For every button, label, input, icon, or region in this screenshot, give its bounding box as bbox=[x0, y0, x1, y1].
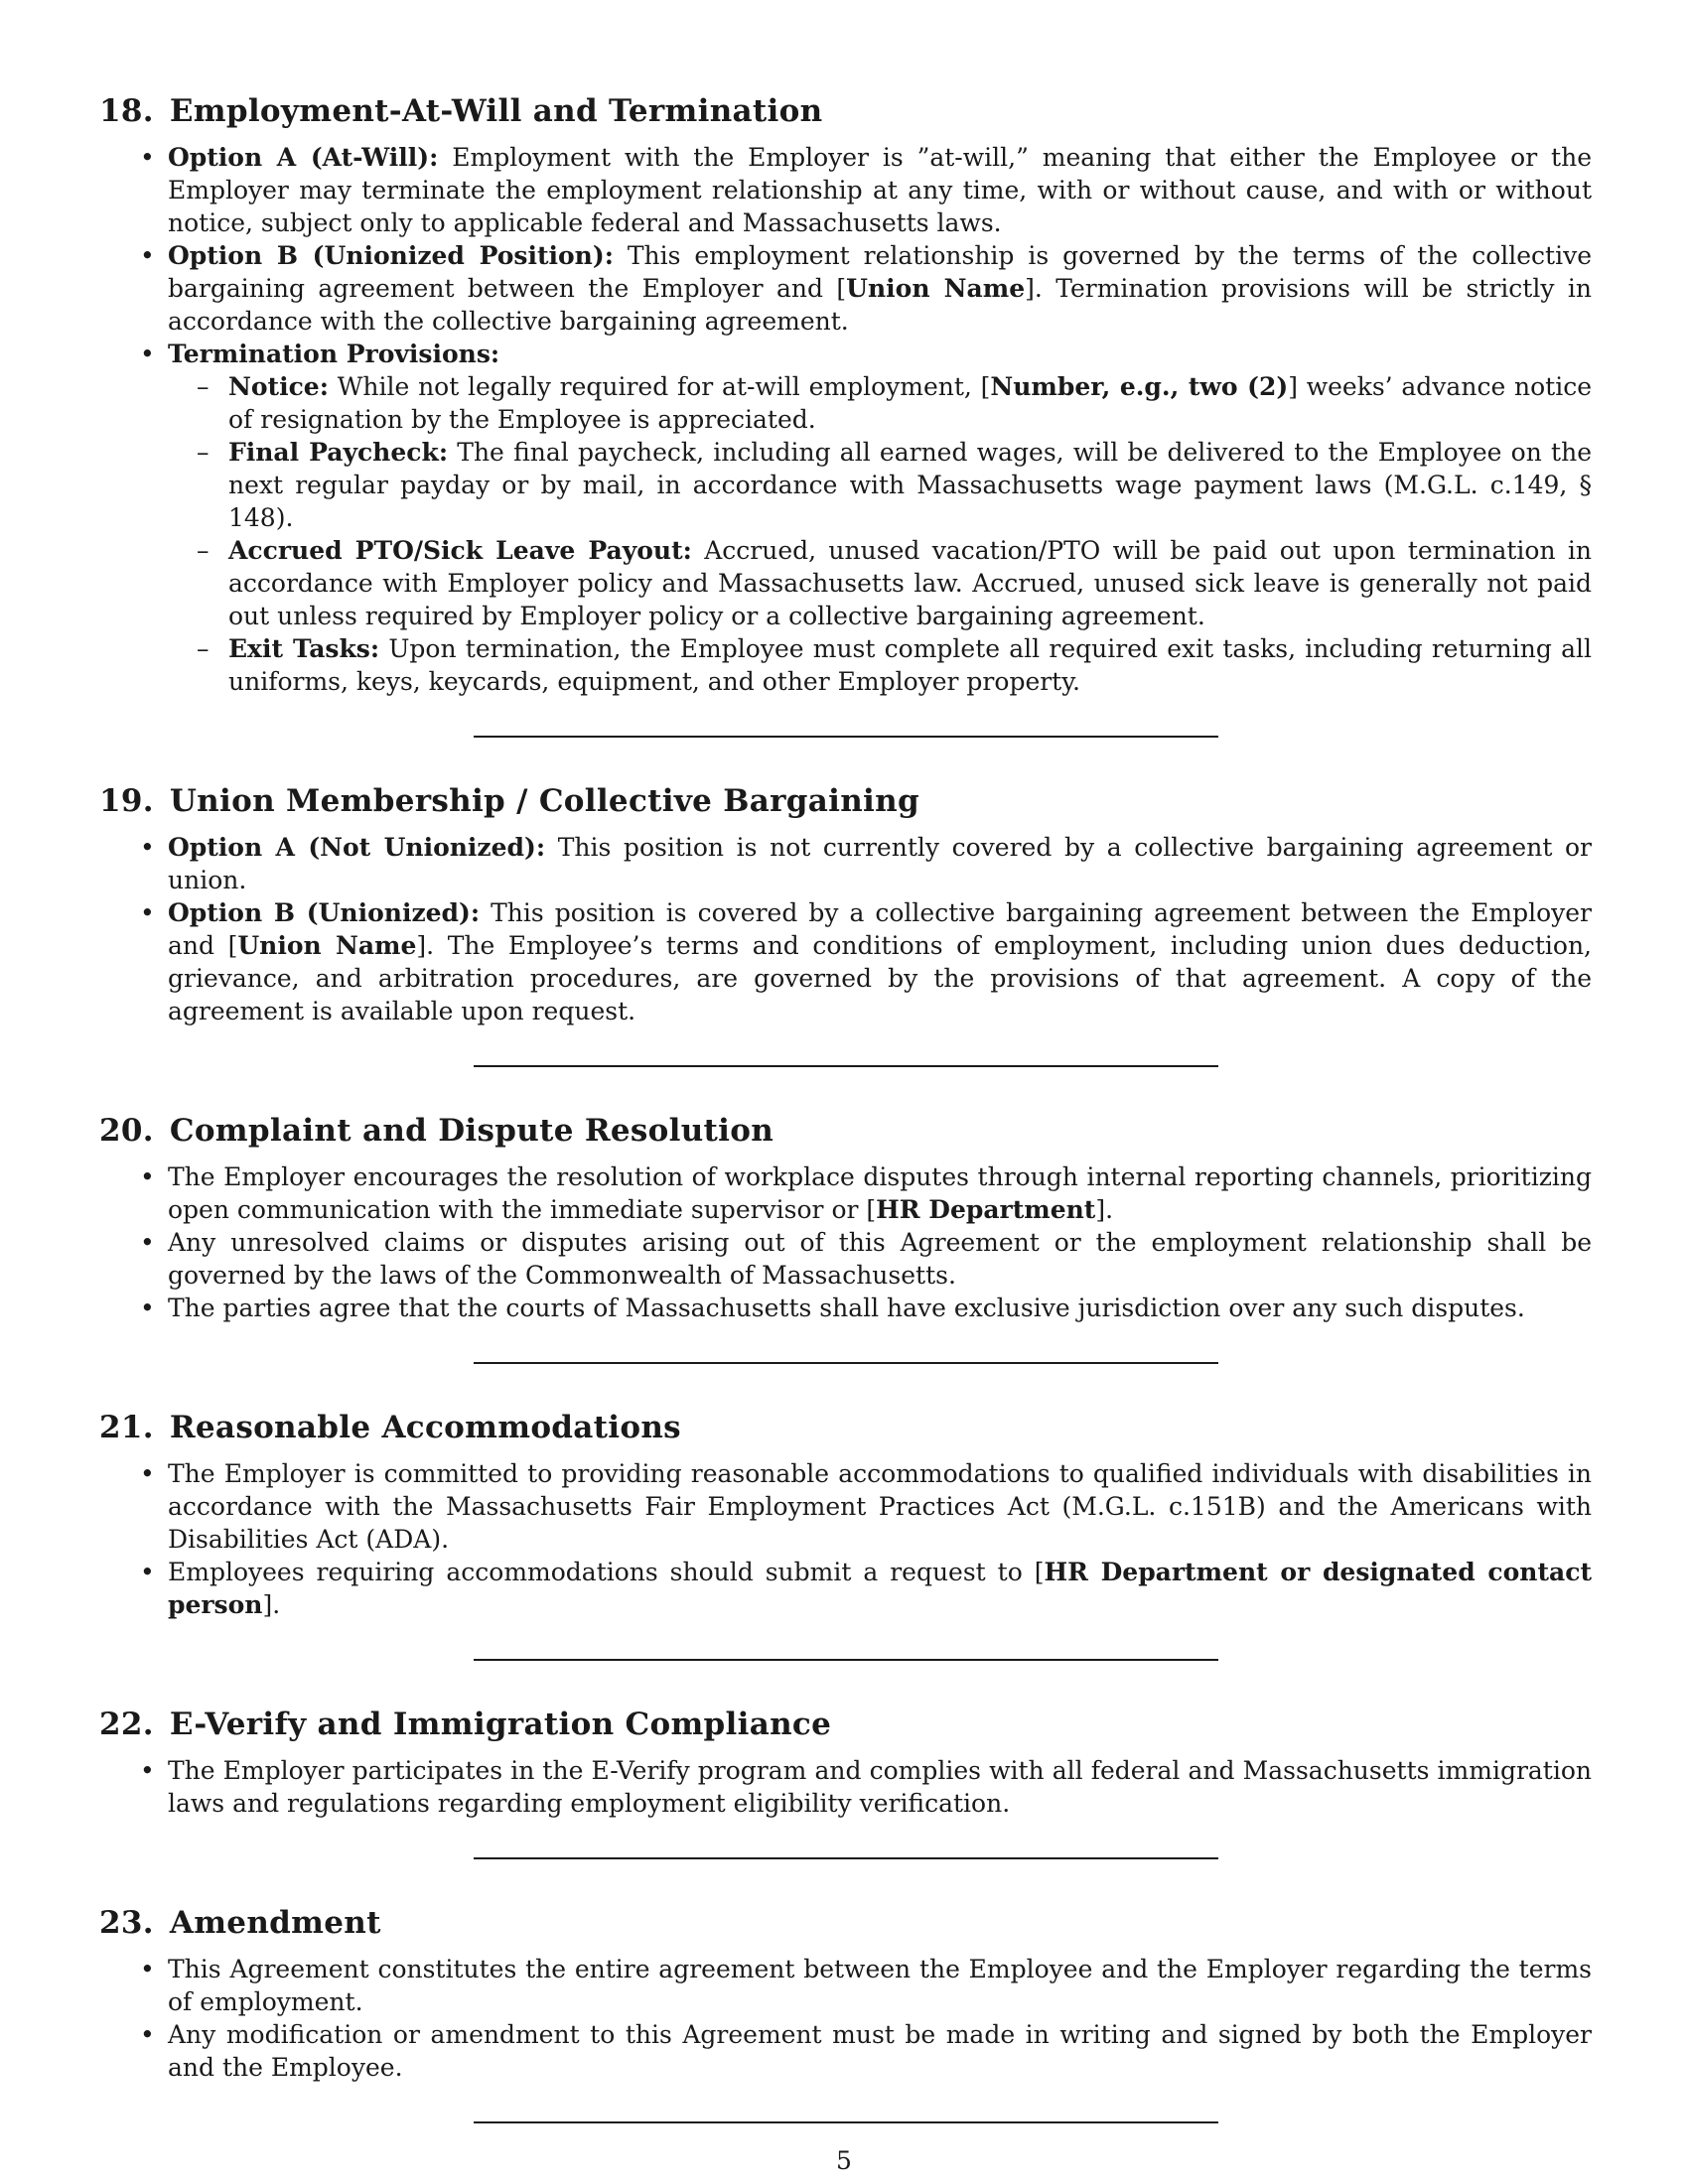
section-heading bbox=[99, 91, 1592, 131]
item-text: Upon termination, the Employee must complete all required exit tasks, including returning all uniforms, keys, keycards, equipment, and other Employer property. bbox=[228, 634, 1592, 696]
list-item bbox=[168, 1953, 1592, 2018]
section-18 bbox=[99, 91, 1592, 698]
item-text: Any unresolved claims or disputes arising out of this Agreement or the employment relationship shall be governed by the laws of the Commonwealth of Massachusetts. bbox=[168, 1228, 1592, 1290]
item-text: Employees requiring accommodations should submit a request to [ bbox=[168, 1558, 1045, 1586]
section-number: 19. bbox=[99, 783, 154, 819]
item-label: Notice: bbox=[228, 372, 329, 401]
section-23 bbox=[99, 1903, 1592, 2084]
item-text: The parties agree that the courts of Massachusetts shall have exclusive jurisdiction over any such disputes. bbox=[168, 1294, 1525, 1322]
section-number: 20. bbox=[99, 1113, 154, 1149]
section-title: Complaint and Dispute Resolution bbox=[169, 1113, 774, 1149]
list-item bbox=[168, 141, 1592, 239]
list-item bbox=[168, 896, 1592, 1027]
list-item bbox=[168, 1457, 1592, 1556]
section-20 bbox=[99, 1111, 1592, 1324]
section-21 bbox=[99, 1408, 1592, 1621]
item-text: This position is covered by a collective bargaining agreement between the Employer and [ bbox=[168, 898, 1593, 960]
item-label: Termination Provisions: bbox=[168, 340, 500, 368]
item-label: Option B (Unionized Position): bbox=[168, 241, 614, 270]
item-text: The Employer encourages the resolution of workplace disputes through internal reporting channels, prioritizing open communication with the immediate supervisor or [ bbox=[168, 1162, 1592, 1224]
item-text: The Employer is committed to providing reasonable accommodations to qualified individuals with disabilities in accordance with the Massachusetts Fair Employment Practices Act (M.G.L. c.151B) and the Americans with Disabilities Act (ADA). bbox=[168, 1459, 1592, 1554]
sub-list-item bbox=[228, 534, 1592, 632]
item-text: ]. bbox=[262, 1590, 281, 1619]
section-title: Amendment bbox=[169, 1905, 381, 1941]
placeholder-field: Union Name bbox=[846, 274, 1026, 303]
section-divider bbox=[474, 736, 1218, 738]
item-text: ]. bbox=[1095, 1195, 1114, 1224]
bullet-list bbox=[99, 831, 1592, 1027]
item-text: This employment relationship is governed by the terms of the collective bargaining agreement between the Employer and [ bbox=[168, 241, 1592, 303]
section-number: 21. bbox=[99, 1410, 154, 1445]
placeholder-field: Number, e.g., two (2) bbox=[990, 372, 1289, 401]
section-divider bbox=[474, 1065, 1218, 1067]
item-text: Accrued, unused vacation/PTO will be paid out upon termination in accordance with Employer policy and Massachusetts law. Accrued, unused sick leave is generally not paid out unless required by Employer policy or a collective bargaining agreement. bbox=[228, 536, 1593, 630]
placeholder-field: HR Department bbox=[876, 1195, 1096, 1224]
section-heading bbox=[99, 781, 1592, 821]
section-title: Reasonable Accommodations bbox=[169, 1410, 681, 1445]
bullet-list bbox=[99, 141, 1592, 698]
item-label: Final Paycheck: bbox=[228, 438, 449, 467]
bullet-list bbox=[99, 1160, 1592, 1324]
item-label: Accrued PTO/Sick Leave Payout: bbox=[228, 536, 692, 565]
list-item bbox=[168, 2018, 1592, 2084]
list-item bbox=[168, 831, 1592, 896]
sub-list-item bbox=[228, 370, 1592, 436]
item-text: ]. The Employee’s terms and conditions of employment, including union dues deduction, grievance, and arbitration procedures, are governed by the provisions of that agreement. A copy of the agreement is available upon request. bbox=[168, 931, 1592, 1025]
placeholder-field: HR Department or designated contact person bbox=[168, 1558, 1592, 1619]
section-heading bbox=[99, 1408, 1592, 1447]
item-label: Option B (Unionized): bbox=[168, 898, 481, 927]
section-number: 18. bbox=[99, 93, 154, 129]
section-divider bbox=[474, 1659, 1218, 1661]
sub-list bbox=[168, 370, 1592, 698]
bullet-list bbox=[99, 1754, 1592, 1820]
item-text: Employment with the Employer is ”at-will,” meaning that either the Employee or the Employer may terminate the employment relationship at any time, with or without cause, and with or without notice, subject only to applicable federal and Massachusetts laws. bbox=[168, 143, 1592, 237]
item-label: Exit Tasks: bbox=[228, 634, 380, 663]
item-text: Any modification or amendment to this Agreement must be made in writing and signed by both the Employer and the Employee. bbox=[168, 2020, 1592, 2082]
item-text: The final paycheck, including all earned wages, will be delivered to the Employee on the next regular payday or by mail, in accordance with Massachusetts wage payment laws (M.G.L. c.149, § 148). bbox=[228, 438, 1592, 532]
page-number: 5 bbox=[836, 2146, 852, 2175]
sub-list-item bbox=[228, 632, 1592, 698]
sub-list-item bbox=[228, 436, 1592, 534]
document-page bbox=[99, 91, 1592, 2167]
list-item bbox=[168, 1226, 1592, 1292]
list-item bbox=[168, 1160, 1592, 1226]
section-heading bbox=[99, 1705, 1592, 1744]
section-19 bbox=[99, 781, 1592, 1027]
section-divider bbox=[474, 2121, 1218, 2123]
list-item bbox=[168, 1292, 1592, 1324]
section-heading bbox=[99, 1903, 1592, 1943]
placeholder-field: Union Name bbox=[237, 931, 417, 960]
list-item bbox=[168, 338, 1592, 698]
section-title: E-Verify and Immigration Compliance bbox=[169, 1706, 832, 1742]
list-item bbox=[168, 239, 1592, 338]
list-item bbox=[168, 1556, 1592, 1621]
bullet-list bbox=[99, 1457, 1592, 1621]
item-label: Option A (Not Unionized): bbox=[168, 833, 546, 862]
section-number: 23. bbox=[99, 1905, 154, 1941]
section-title: Union Membership / Collective Bargaining bbox=[169, 783, 919, 819]
item-text: This position is not currently covered by a collective bargaining agreement or union. bbox=[168, 833, 1592, 894]
item-text: While not legally required for at-will employment, [ bbox=[328, 372, 991, 401]
section-divider bbox=[474, 1857, 1218, 1859]
item-text: This Agreement constitutes the entire agreement between the Employee and the Employer regarding the terms of employment. bbox=[168, 1955, 1592, 2016]
item-text: ]. Termination provisions will be strictly in accordance with the collective bargaining agreement. bbox=[168, 274, 1592, 336]
section-22 bbox=[99, 1705, 1592, 1820]
item-label: Option A (At-Will): bbox=[168, 143, 439, 172]
item-text: ] weeks’ advance notice of resignation by the Employee is appreciated. bbox=[228, 372, 1592, 434]
section-title: Employment-At-Will and Termination bbox=[169, 93, 823, 129]
section-heading bbox=[99, 1111, 1592, 1151]
bullet-list bbox=[99, 1953, 1592, 2084]
item-text: The Employer participates in the E-Verify program and complies with all federal and Massachusetts immigration laws and regulations regarding employment eligibility verification. bbox=[168, 1756, 1592, 1818]
list-item bbox=[168, 1754, 1592, 1820]
section-number: 22. bbox=[99, 1706, 154, 1742]
section-divider bbox=[474, 1362, 1218, 1364]
